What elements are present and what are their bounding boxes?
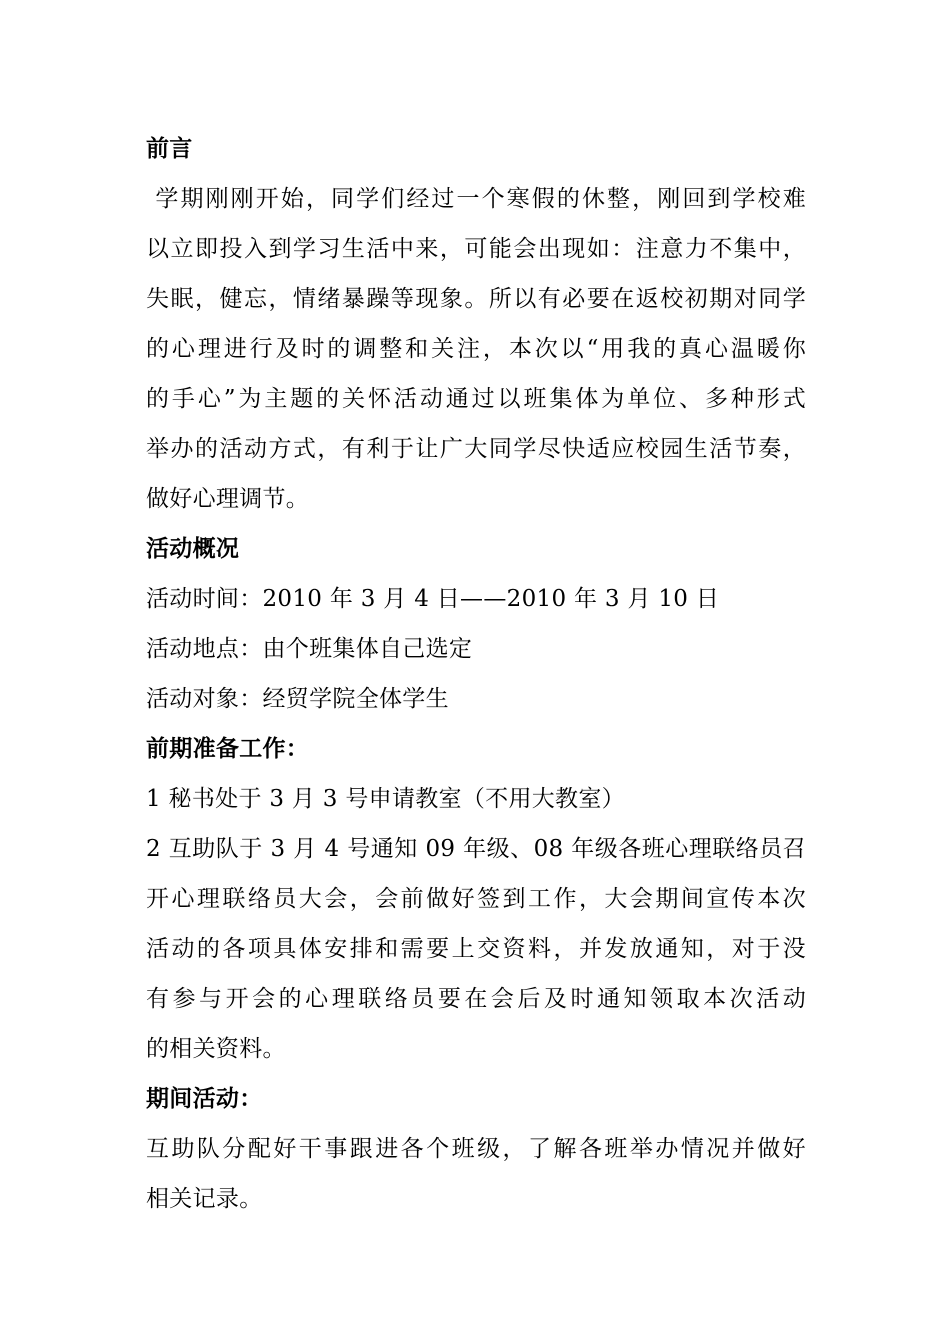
prep-line: 开心理联络员大会，会前做好签到工作，大会期间宣传本次 xyxy=(146,886,806,912)
prep-line: 2 互助队于 3 月 4 号通知 09 年级、08 年级各班心理联络员召 xyxy=(146,836,806,862)
during-line: 相关记录。 xyxy=(146,1186,263,1212)
intro-line: 的心理进行及时的调整和关注，本次以“用我的真心温暖你 xyxy=(146,336,806,362)
intro-line: 的手心”为主题的关怀活动通过以班集体为单位、多种形式 xyxy=(146,386,806,412)
during-heading: 期间活动： xyxy=(146,1086,263,1112)
activity-audience: 活动对象：经贸学院全体学生 xyxy=(146,686,449,712)
intro-line: 做好心理调节。 xyxy=(146,486,310,512)
activity-location: 活动地点：由个班集体自己选定 xyxy=(146,636,473,662)
prep-line: 1 秘书处于 3 月 3 号申请教室（不用大教室） xyxy=(146,786,625,812)
intro-line: 以立即投入到学习生活中来，可能会出现如：注意力不集中， xyxy=(146,236,806,262)
intro-heading: 前言 xyxy=(146,136,193,162)
prep-heading: 前期准备工作： xyxy=(146,736,310,762)
overview-heading: 活动概况 xyxy=(146,536,240,562)
intro-line: 举办的活动方式，有利于让广大同学尽快适应校园生活节奏， xyxy=(146,436,806,462)
prep-line: 活动的各项具体安排和需要上交资料，并发放通知，对于没 xyxy=(146,936,806,962)
during-line: 互助队分配好干事跟进各个班级，了解各班举办情况并做好 xyxy=(146,1136,806,1162)
prep-line: 有参与开会的心理联络员要在会后及时通知领取本次活动 xyxy=(146,986,806,1012)
intro-line: 学期刚刚开始，同学们经过一个寒假的休整，刚回到学校难 xyxy=(146,186,806,212)
prep-line: 的相关资料。 xyxy=(146,1036,286,1062)
intro-line: 失眠，健忘，情绪暴躁等现象。所以有必要在返校初期对同学 xyxy=(146,286,806,312)
activity-time: 活动时间：2010 年 3 月 4 日——2010 年 3 月 10 日 xyxy=(146,586,720,612)
